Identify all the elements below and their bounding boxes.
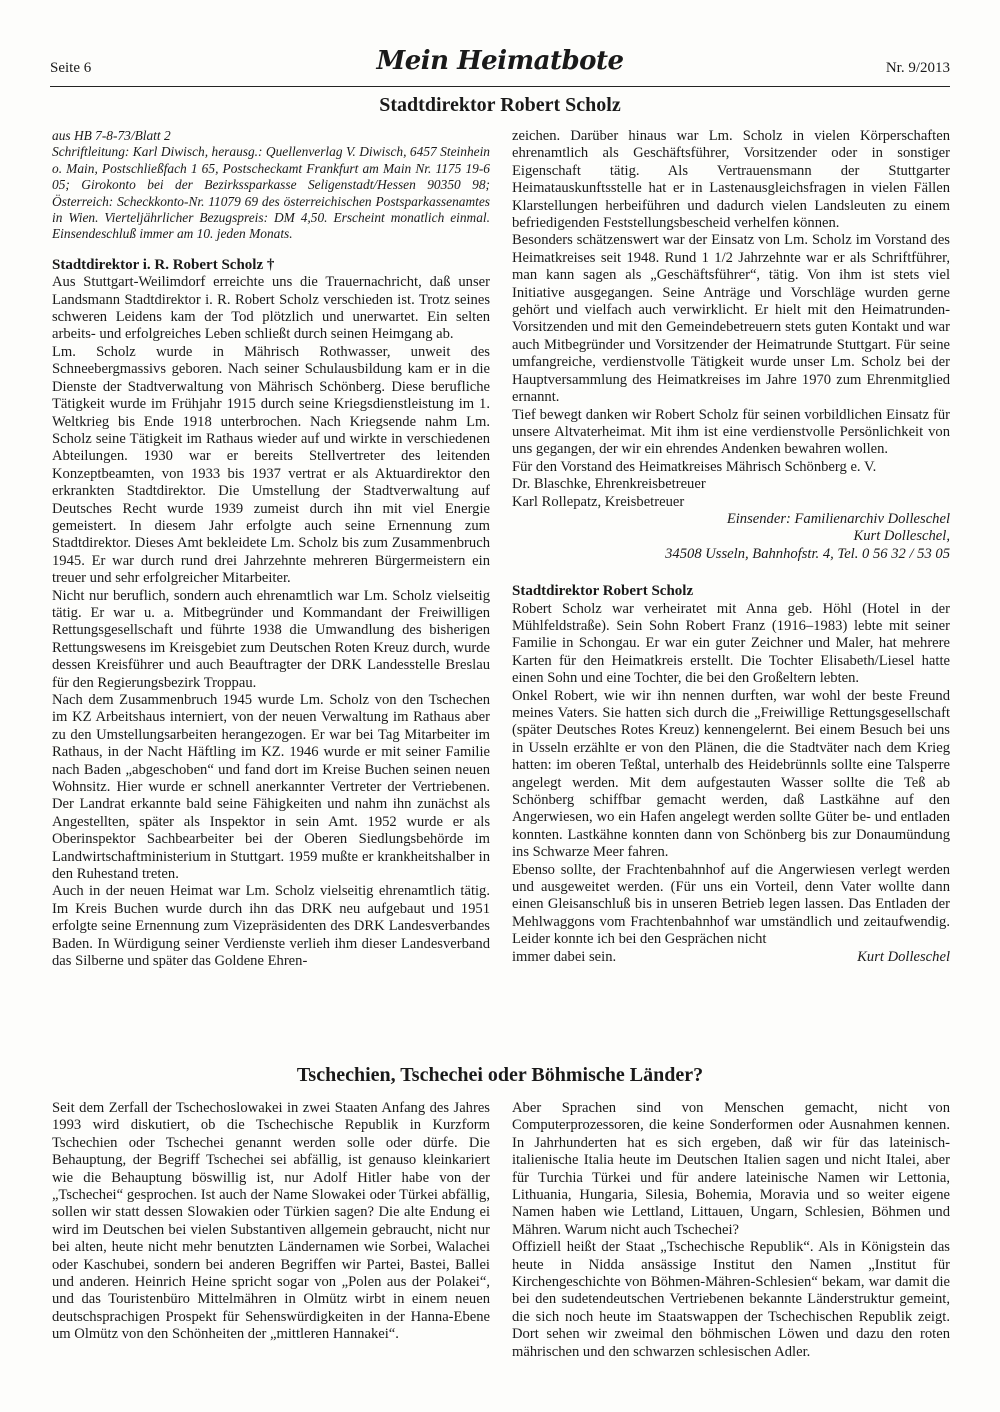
paragraph: Auch in der neuen Heimat war Lm. Scholz vielseitig ehrenamtlich tätig. Im Kreis Buchen wurde durch ihn das DRK neu aufgebaut und 1951 erfolgte seine Ernennung zum Vizepräsidenten des DRK Landesverbandes Baden. In Würdigung seiner Verdienste verlieh ihm dieser Landesverband das Silberne und später das Goldene Ehren- xyxy=(52,883,490,970)
paragraph: Lm. Scholz wurde in Mährisch Rothwasser, unweit des Schneebergmassivs geboren. Nach seiner Schulausbildung kam er in die Dienste der Stadtverwaltung von Mährisch Schönberg. Diese berufliche Tätigkeit wurde im Frühjahr 1915 durch seine Kriegsdienstleistung im 1. Weltkrieg bis Ende 1918 unterbrochen. Nach Kriegsende nahm Lm. Scholz seine Tätigkeit im Rathaus wieder auf und wirkte in verschiedenen Abteilungen. 1930 war er bereits Stellvertreter des leitenden Konzeptbeamten, von 1933 bis 1937 vertrat er als Aktuardirektor den erkrankten Stadtdirektor. Die Umstellung der Stadtverwaltung auf Deutsches Recht wurde 1939 zumeist durch ihn mit viel Energie gemeistert. In diesem Jahr erfolgte auch seine Ernennung zum Stadtdirektor. Dieses Amt bekleidete Lm. Scholz bis zum Zusammenbruch 1945. Er war durch rund drei Jahrzehnte mehreren Bürgermeistern ein treuer und sehr erfolgreicher Mitarbeiter. xyxy=(52,343,490,587)
paragraph: Offiziell heißt der Staat „Tschechische Republik“. Als in Königstein das heute in Nidda ansässige Institut den Namen „Institut für Kirchengeschichte von Böhmen-Mähren-Schlesien“ bekam, war damit die bei den sudetendeutschen Vertriebenen bekannte Länderstruktur gemeint, die sich noch heute im Staatswappen der Tschechischen Republik zeigt. Dort sehen wir zweimal den böhmischen Löwen und dazu den roten mährischen und den schwarzen schlesischen Adler. xyxy=(512,1239,950,1360)
paragraph: zeichen. Darüber hinaus war Lm. Scholz in vielen Körperschaften ehrenamtlich als Geschäftsführer, Vorsitzender oder in sonstiger Eigenschaft tätig. Als Vertrauensmann der Stuttgarter Heimatauskunftsstelle hat er in Lastenausgleichsfragen in vielen Fällen Klarstellungen herbeiführen und dadurch vielen Landsleuten zu einem befriedigenden Feststellungsbescheid verhelfen können. xyxy=(512,128,950,232)
article-title: Stadtdirektor Robert Scholz xyxy=(379,94,621,116)
source-imprint xyxy=(52,128,490,243)
header-rule xyxy=(50,86,950,87)
paragraph: Ebenso sollte, der Frachtenbahnhof auf die Angerwiesen verlegt werden und ausgeweitet werden. (Für uns ein Vorteil, denn Vater wollte dann einen Gleisanschluß bis in unseren Betrieb legen lassen. Das Entladen der Mehlwaggons vom Frachtenbahnhof war umständlich und zeitaufwendig. Leider konnte ich bei den Gesprächen nicht xyxy=(512,861,950,948)
paragraph: Nach dem Zusammenbruch 1945 wurde Lm. Scholz von den Tschechen im KZ Arbeitshaus interniert, von der neuen Verwaltung im Rathaus aber zu den Umstellungsarbeiten herangezogen. Er war bei Tag Mitarbeiter im Rathaus, in der Nacht Häftling im KZ. 1946 wurde er mit seiner Familie nach Baden „abgeschoben“ und fand dort im Kreise Buchen seinen neuen Wohnsitz. Hier wurde er schnell anerkannter Vertreter der Vertriebenen. Der Landrat erkannte bald seine Fähigkeiten und nahm ihn zunächst als Angestellten, später als Inspektor in sein Amt. 1952 wurde er als Oberinspektor Sachbearbeiter bei der Oberen Siedlungsbehörde im Landwirtschaftministerium in Stuttgart. 1959 mußte er krankheitshalber in den Ruhestand treten. xyxy=(52,692,490,883)
page-header xyxy=(50,40,950,86)
paragraph: Aber Sprachen sind von Menschen gemacht, nicht von Computerprozessoren, die keine Sonderformen oder Ausnahmen kennen. In Jahrhunderten hat es sich ergeben, daß wir für das lateinisch-italienische Italia heute im Deutschen Italien sagen und nicht Italei, aber für Turchia Türkei und für andere lateinische Namen wir Lettonia, Lithuania, Hungaria, Silesia, Bohemia, Moravia und so weiter eigene Namen haben wie Lettland, Littauen, Ungarn, Schlesien, Böhmen und Mähren. Warum nicht auch Tschechei? xyxy=(512,1100,950,1238)
signature-line: Für den Vorstand des Heimatkreises Mährisch Schönberg e. V. xyxy=(512,458,877,475)
obituary-subhead: Stadtdirektor i. R. Robert Scholz † xyxy=(52,256,275,273)
paragraph: Robert Scholz war verheiratet mit Anna geb. Höhl (Hotel in der Mühlfeldstraße). Sein Sohn Robert Franz (1916–1983) lebte mit seiner Familie in Schongau. Er war ein guter Zeichner und Maler, hat mehrere Karten für den Heimatkreis erstellt. Die Tochter Elisabeth/Liesel hatte einen Sohn und eine Tochter, die bei den Großeltern lebten. xyxy=(512,600,950,687)
paragraph: Tief bewegt danken wir Robert Scholz für seinen vorbildlichen Einsatz für unsere Altvaterheimat. Mit ihm ist eine verdienstvolle Persönlichkeit von uns gegangen, der wir ein ehrendes Andenken bewahren wollen. xyxy=(512,406,950,458)
article-column-1 xyxy=(52,128,490,971)
signature-line: Dr. Blaschke, Ehrenkreisbetreuer xyxy=(512,476,706,493)
article-2-column-1 xyxy=(52,1100,490,1344)
section-subhead: Stadtdirektor Robert Scholz xyxy=(512,583,694,600)
issue-number: Nr. 9/2013 xyxy=(885,60,950,76)
closing-text: immer dabei sein. xyxy=(512,948,617,965)
closing-line xyxy=(512,949,950,966)
paragraph: Besonders schätzenswert war der Einsatz von Lm. Scholz im Vorstand des Heimatkreises seit 1948. Rund 1 1/2 Jahrzehnte war er als Schriftführer, man kann sagen als „Geschäftsführer“, tätig. Von ihm ist stets viel Initiative ausgegangen. Seine Anträge und Vorschläge wurden gerne gehört und vielfach auch verwirklicht. Er hielt mit den Heimatrunden-Vorsitzenden und mit den Gemeindebetreuern stets guten Kontakt und war auch Mitbegründer und Vorsitzender der Heimatrunde Stuttgart. Für seine umfangreiche, verdienstvolle Tätigkeit wurde unser Lm. Scholz bei der Hauptversammlung des Heimatkreises im Jahre 1970 zum Ehrenmitglied ernannt. xyxy=(512,232,950,406)
sender-line: Kurt Dolleschel, xyxy=(853,528,950,545)
imprint-text: Schriftleitung: Karl Diwisch, herausg.: Quellenverlag V. Diwisch, 6457 Steinhein o. Main, Postschließfach 1 65, Postscheckamt Frankfurt am Main Nr. 1175 19-6 05; Girokonto bei der Bezirkssparkasse Seligenstadt/Hessen 90350 98; Österreich: Scheckkonto-Nr. 11079 69 des österreichischen Postsparkassenamtes in Wien. Vierteljährlicher Bezugspreis: DM 4,50. Erscheint monatlich einmal. Einsendeschluß immer am 10. jeden Monats. xyxy=(52,144,490,242)
sender-line: Einsender: Familienarchiv Dolleschel xyxy=(726,510,950,527)
paragraph: Onkel Robert, wie wir ihn nennen durften, war wohl der beste Freund meines Vaters. Sie hatten sich durch die „Freiwillige Rettungsgesellschaft (später Deutsches Rotes Kreuz) kennengelernt. Bei einem Besuch bei uns in Usseln erzählte er von den Plänen, die die Stadtväter nach dem Krieg hatten: im oberen Teßtal, unterhalb des Heidebrünnls sollte eine Talsperre angelegt werden. Mit dem aufgestauten Wasser sollte die Teß ab Schönberg schiffbar gemacht werden, daß Lastkähne auf den Angerwiesen, wo ein Hafen angelegt werden sollte Güter be- und entladen konnten. Lastkähne konnten dann von Schönberg bis zur Donaumündung ins Schwarze Meer fahren. xyxy=(512,687,950,861)
paragraph: Nicht nur beruflich, sondern auch ehrenamtlich war Lm. Scholz vielseitig tätig. Er war u. a. Mitbegründer und Kommandant der Freiwilligen Rettungsgesellschaft und führte 1938 die Umwandlung des bisherigen Rettungswesens im Kreisgebiet zum Deutschen Roten Kreuz durch, wurde dessen Kreisführer und auch Beauftragter der DRK Landesstelle Breslau für den Regierungsbezirk Troppau. xyxy=(52,587,490,691)
article-column-2 xyxy=(512,128,950,966)
source-note: aus HB 7-8-73/Blatt 2 xyxy=(52,128,171,143)
article-2-title: Tschechien, Tschechei oder Böhmische Länder? xyxy=(296,1064,704,1086)
paragraph: Aus Stuttgart-Weilimdorf erreichte uns die Trauernachricht, daß unser Landsmann Stadtdirektor i. R. Robert Scholz verschieden ist. Trotz seines schweren Leidens kam der Tod plötzlich und unerwartet. Ein selten arbeits- und erfolgreiches Leben schließt durch seinen Heimgang ab. xyxy=(52,274,490,343)
masthead-logo: Mein Heimatbote xyxy=(376,46,624,76)
sender-line: 34508 Usseln, Bahnhofstr. 4, Tel. 0 56 32 / 53 05 xyxy=(665,545,950,562)
signature-line: Karl Rollepatz, Kreisbetreuer xyxy=(512,493,685,510)
article-2-column-2 xyxy=(512,1100,950,1361)
author-name: Kurt Dolleschel xyxy=(857,948,950,965)
page-number: Seite 6 xyxy=(50,60,92,76)
paragraph: Seit dem Zerfall der Tschechoslowakei in zwei Staaten Anfang des Jahres 1993 wird diskutiert, ob die Tschechische Republik in Kurzform Tschechien oder Tschechei genannt werden solle oder dürfe. Die Behauptung, der Begriff Tschechei sei abfällig, ist genauso kleinkariert wie die Behauptung böswillig ist, nur Adolf Hitler habe von der „Tschechei“ gesprochen. Ist auch der Name Slowakei oder Türkei abfällig, sollen wir statt dessen Slowakien oder Türkien sagen? Die alte Endung ei wird im Deutschen bei vielen Substantiven allgemein gebraucht, nicht nur bei alten, heute nicht mehr benutzten Ländernamen wie Sorbei, Walachei oder Kaschubei, sondern bei anderen Begriffen wir Partei, Bastei, Ballei und anderen. Heinrich Heine spricht sogar von „Polen aus der Polakei“, und das Touristenbüro Mittelmähren in Olmütz wirbt in einem neuen deutschsprachigen Prospekt für Sehenswürdigkeiten in der Hanna-Ebene um Olmütz von den Schönheiten der „mittleren Hannakei“. xyxy=(52,1100,490,1343)
